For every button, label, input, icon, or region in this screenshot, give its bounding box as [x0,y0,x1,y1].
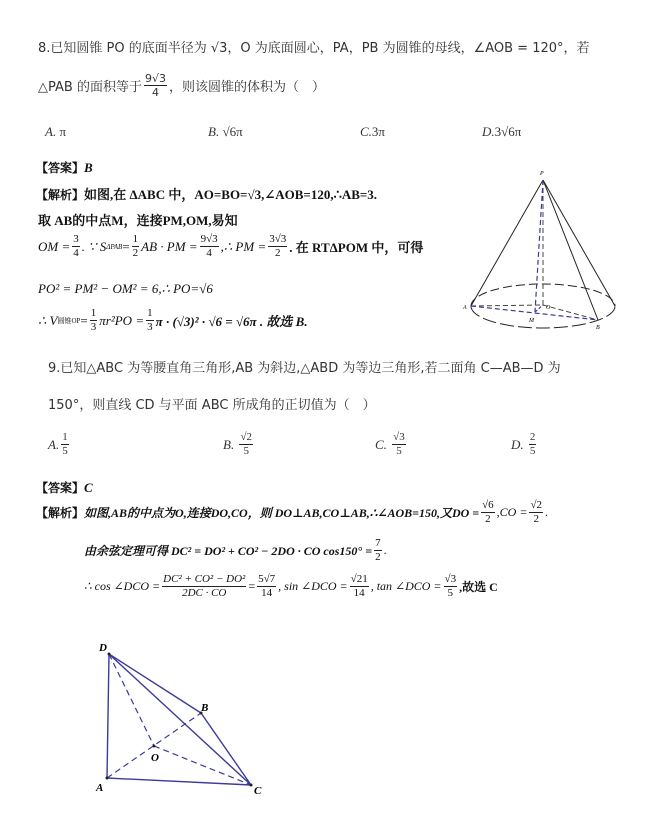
label-P: P [540,171,544,177]
label-O: O [546,305,551,311]
segment-OM [535,305,543,312]
q8-answer: 【答案】B [36,160,93,175]
segment-OB [543,305,598,320]
q8-option-c: C.3π [360,124,385,139]
q8-analysis-line1: 【解析】如图,在 ΔABC 中，AO=BO=√3,∠AOB=120,∴AB=3. [36,187,378,202]
cone-side-right [543,180,615,306]
label-C: C [254,785,262,797]
q9-option-c: C. $\frac{√3}{5}$ [375,431,405,457]
q9-answer: 【答案】C [36,480,93,495]
q8-option-b: B. √6π [208,124,243,139]
edge-BC [201,713,251,785]
segment-OC [154,746,251,785]
q8-stem-line1: 8.已知圆锥 PO 的底面半径为 √3，O 为底面圆心，PA，PB 为圆锥的母线，∠AOB = 120°，若 [38,41,590,56]
label-D: D [99,642,107,654]
label-A: A [96,782,104,794]
segment-PM [535,180,543,312]
segment-AO [471,305,543,306]
label-M: M [529,318,534,324]
q9-option-b: B. $\frac{√2}{5}$ [223,431,252,457]
q8-stem-line2-pre: △PAB 的面积等于 [38,80,142,95]
q9-option-d: D. $\frac{2}{5}$ [511,431,536,457]
q9-option-a: A. $\frac{1}{5}$ [48,431,68,457]
tetrahedron-figure [85,630,275,800]
edge-AC [107,778,251,785]
label-A: A [463,305,467,311]
q8-analysis-line5: ∴ V 圆锥OP = $\frac{1}{3}$ πr²PO = $\frac{1}{3}$ π · (√3)² · √6 = √6π . 故选 B. [38,307,308,333]
q8-option-d: D.3√6π [482,124,522,139]
label-O: O [151,752,159,764]
q8-analysis-line2: 取 AB的中点M，连接PM,OM,易知 [38,213,238,228]
label-B: B [201,702,209,714]
q9-analysis-line2: 由余弦定理可得 DC² = DO² + CO² − 2DO · CO cos150° = $\frac{7}{2}$ . [84,537,387,563]
q9-stem-line1: 9.已知△ABC 为等腰直角三角形,AB 为斜边,△ABD 为等边三角形,若二面角 C—AB—D 为 [48,361,561,376]
q8-area-fraction: $\frac{9√3}{4}$ [144,72,166,99]
segment-AB [471,306,598,320]
q9-analysis-line1: 【解析】 如图,AB的中点为O,连接DO,CO，则 DO⊥AB,CO⊥AB,∴∠AOB=150,又DO = $\frac{√6}{2}$ ,CO = $\frac{√2}{2}$ . [36,499,548,525]
q9-analysis-line3: ∴ cos ∠DCO = $\frac{\text{DC² + CO² − DO²}}{2DC \cdot CO}$ = $\frac{5√7}{14}$ , sin ∠DCO = $\frac{√21}{14}$ , tan ∠DCO = $\frac{√3}{5}$ ,故选 C [84,573,498,599]
q8-option-a: A. π [45,124,67,139]
edge-DC [109,654,251,785]
q8-stem-line2 [38,73,325,98]
segment-PB [543,180,598,320]
edge-DA [107,654,109,778]
q8-analysis-line4: PO² = PM² − OM² = 6,∴ PO=√6 [38,281,213,296]
q9-stem-line2: 150°，则直线 CD 与平面 ABC 所成角的正切值为（ ） [48,398,376,413]
q8-stem-line2-post: ，则该圆锥的体积为（ ） [168,80,325,95]
cone-figure [455,160,635,340]
q8-analysis-line3: OM = $\frac{3}{4}$ . ∵ S ΔPAB = $\frac{1}{2}$ AB · PM = $\frac{9√3}{4}$ ,∴ PM = $\frac{3√3}{2}$ . 在 RTΔPOM 中，可得 [38,233,424,259]
label-B: B [596,325,600,331]
